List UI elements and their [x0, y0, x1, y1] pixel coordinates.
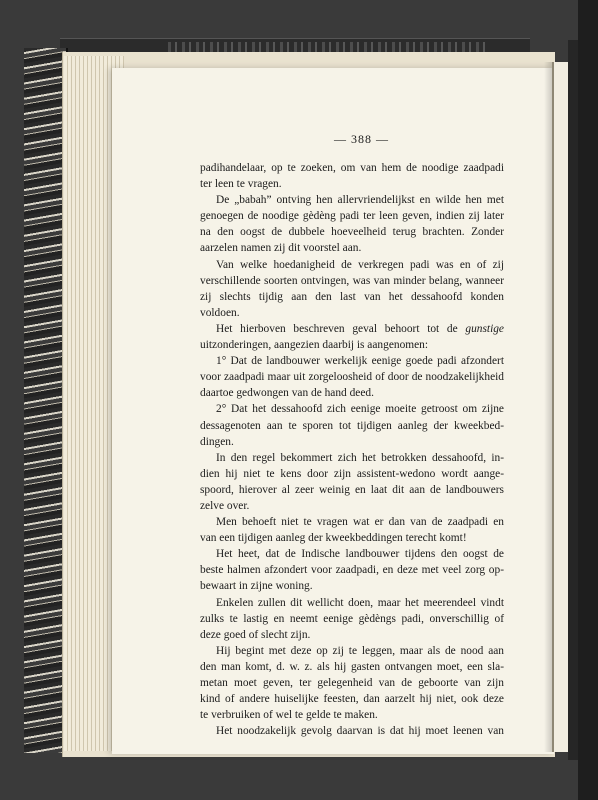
text-line: 1° Dat de landbouwer werkelijk eenige goede padi afzondert: [216, 355, 504, 368]
text-line: daartoe gedwongen van de hand deed.: [200, 387, 374, 400]
text-line: dessagenoten aan te sporen tot tijdigen aanleg der kweekbed-: [200, 419, 504, 432]
text-line: beste halmen afzondert voor zaadpadi, en deze met veel zorg op-: [200, 564, 504, 577]
text-line: Het heet, dat de Indische landbouwer tijdens den oogst de: [216, 548, 504, 561]
text-line: padihandelaar, op te zoeken, om van hem de noodige zaadpadi: [200, 162, 504, 174]
text-line: 2° Dat het dessahoofd zich eenige moeite getroost om zijne: [216, 403, 504, 416]
text-line: zelve over.: [200, 499, 250, 512]
background-right: [578, 0, 598, 800]
text-line: Men behoeft niet te vragen wat er dan van de zaadpadi en: [216, 516, 504, 529]
text-line: dien hij niet te kens door zijn assistent-wedono wordt aange-: [200, 467, 504, 480]
text-line: zij slechts tijdig aan den last van het dessahoofd konden: [200, 290, 504, 303]
text-line: Het noodzakelijk gevolg daarvan is dat hij moet leenen van: [216, 725, 504, 738]
text-line: bewaart in zijne woning.: [200, 580, 313, 593]
text-line: kind of andere huiselijke feesten, dan aarzelt hij niet, ook deze: [200, 693, 504, 706]
text-line: Het hierboven beschreven geval behoort tot de gunstige: [216, 322, 504, 335]
text-line: Van welke hoedanigheid de verkregen padi was en of zij: [216, 258, 504, 271]
text-line: genoegen de noodige gèdèng padi ter leen geven, indien zij later: [200, 210, 504, 223]
text-line: deze goed of slecht zijn.: [200, 628, 311, 641]
text-line: voldoen.: [200, 306, 240, 319]
cover-texture: [168, 42, 488, 52]
text-line: De „babah” ontving hen allervriendelijkst en wilde hen met: [216, 194, 504, 207]
text-line: te verbruiken of wel te gelde te maken.: [200, 709, 378, 722]
text-line: Hij begint met deze op zij te leggen, maar als de nood aan: [216, 644, 504, 657]
text-line: Enkelen zullen dit wellicht doen, maar het meerendeel vindt: [216, 596, 504, 609]
text-line: verschillende soorten ontvingen, was van minder belang, wanneer: [200, 274, 504, 287]
text-line: metan moet geven, ter gelegenheid van de geboorte van zijn: [200, 677, 504, 689]
text-line: aarzelen namen zij dit voorstel aan.: [200, 242, 362, 255]
text-line: voor zaadpadi maar uit zorgeloosheid of door de noodzakelijkheid: [200, 371, 504, 384]
text-line: na den oogst de dubbele hoeveelheid terug brachten. Zonder: [200, 226, 504, 239]
text-line: spoord, hierover al zeer weinig en laat dit aan de landbouwers: [200, 483, 504, 496]
page-number: — 388 —: [334, 132, 389, 146]
book-cover-right: [568, 40, 578, 760]
text-line: uitzonderingen, aangezien daarbij is aangenomen:: [200, 339, 429, 352]
text-line: den man komt, d. w. z. als hij gasten ontvangen moet, een sla-: [200, 660, 504, 673]
text-line: dingen.: [200, 435, 234, 448]
text-line: In den regel bekommert zich het betrokken dessahoofd, in-: [216, 451, 504, 464]
text-line: ter leen te vragen.: [200, 178, 282, 191]
page-body-text: [200, 160, 504, 739]
italic-word: gunstige: [465, 322, 504, 335]
text-line: van een tijdigen aanleg der kweekbeddingen terecht komt!: [200, 532, 467, 545]
text-line: zulks te lastig en neemt eenige gèdèngs padi, onverschillig of: [200, 612, 504, 625]
